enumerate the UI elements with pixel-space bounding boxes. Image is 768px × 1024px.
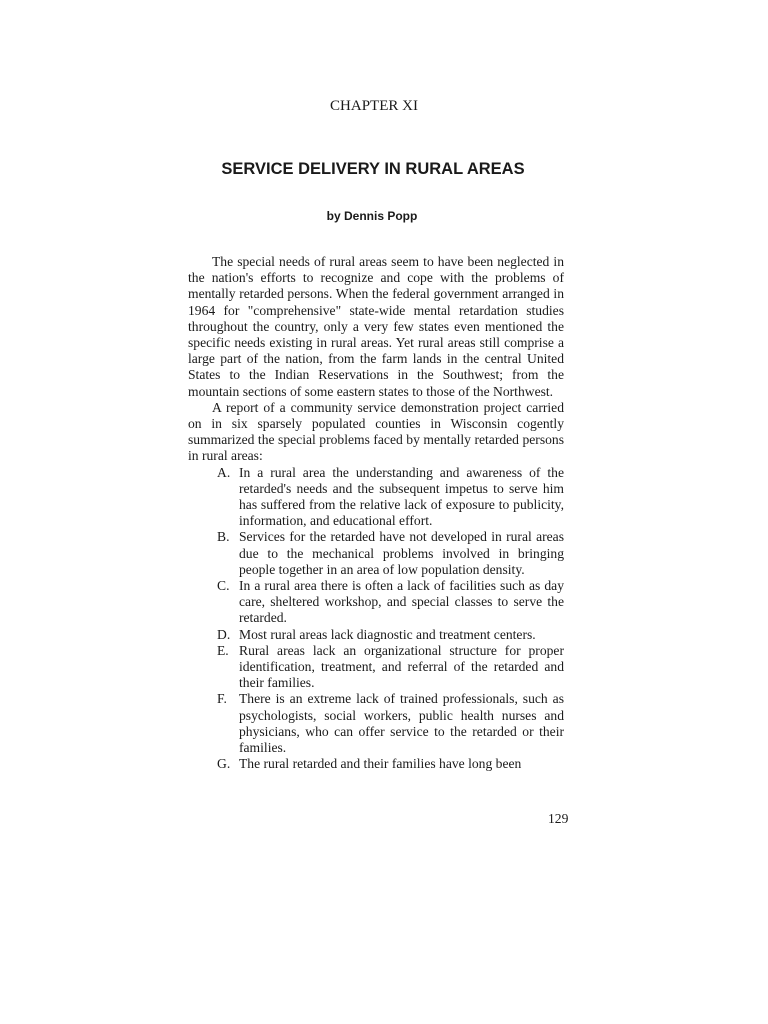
list-item xyxy=(188,578,564,627)
list-item xyxy=(188,756,564,772)
page-number: 129 xyxy=(548,811,569,826)
list-marker: A. xyxy=(217,464,231,480)
list-item xyxy=(188,627,564,643)
paragraph: The special needs of rural areas seem to have been neglected in the nation's efforts to recognize and cope with the problems of mentally retarded persons. When the federal government arranged in 1964 for "comprehensive" state-wide mental retardation studies throughout the country, only a very few states even mentioned the specific needs existing in rural areas. Yet rural areas still comprise a large part of the nation, from the farm lands in the central United States to the Indian Reservations in the Southwest; from the mountain sections of some eastern states to those of the Northwest. xyxy=(188,254,564,399)
author-byline: by Dennis Popp xyxy=(326,209,418,223)
list-marker: C. xyxy=(217,578,230,594)
list-item-text: The rural retarded and their families have long been xyxy=(239,756,522,772)
list-item-text: In a rural area the understanding and awareness of the retarded's needs and the subsequent impetus to serve him has suffered from the relative lack of exposure to publicity, information, and educational effort. xyxy=(239,464,564,529)
list-item-text: Rural areas lack an organizational structure for proper identification, treatment, and referral of the retarded and their families. xyxy=(239,642,564,691)
list-marker: G. xyxy=(217,756,231,772)
paragraph: A report of a community service demonstration project carried on in six sparsely populated counties in Wisconsin cogently summarized the special problems faced by mentally retarded persons in rural areas: xyxy=(188,399,564,464)
list-item xyxy=(188,529,564,578)
list-marker: F. xyxy=(217,691,227,707)
list-item xyxy=(188,643,564,692)
list-marker: B. xyxy=(217,529,230,545)
problem-list xyxy=(188,465,564,773)
list-item-text: In a rural area there is often a lack of facilities such as day care, sheltered workshop, and special classes to serve the retarded. xyxy=(239,578,564,626)
list-item-text: Most rural areas lack diagnostic and treatment centers. xyxy=(239,626,536,642)
list-marker: E. xyxy=(217,642,229,658)
chapter-heading: CHAPTER XI xyxy=(330,98,418,114)
list-item xyxy=(188,465,564,530)
list-item-text: Services for the retarded have not developed in rural areas due to the mechanical problems involved in bringing people together in an area of low population density. xyxy=(239,529,564,577)
list-item-text: There is an extreme lack of trained professionals, such as psychologists, social workers, public health nurses and physicians, who can offer service to the retarded or their families. xyxy=(239,691,564,756)
list-item xyxy=(188,691,564,756)
chapter-title: SERVICE DELIVERY IN RURAL AREAS xyxy=(221,160,525,178)
list-marker: D. xyxy=(217,626,231,642)
body-text xyxy=(188,254,564,773)
